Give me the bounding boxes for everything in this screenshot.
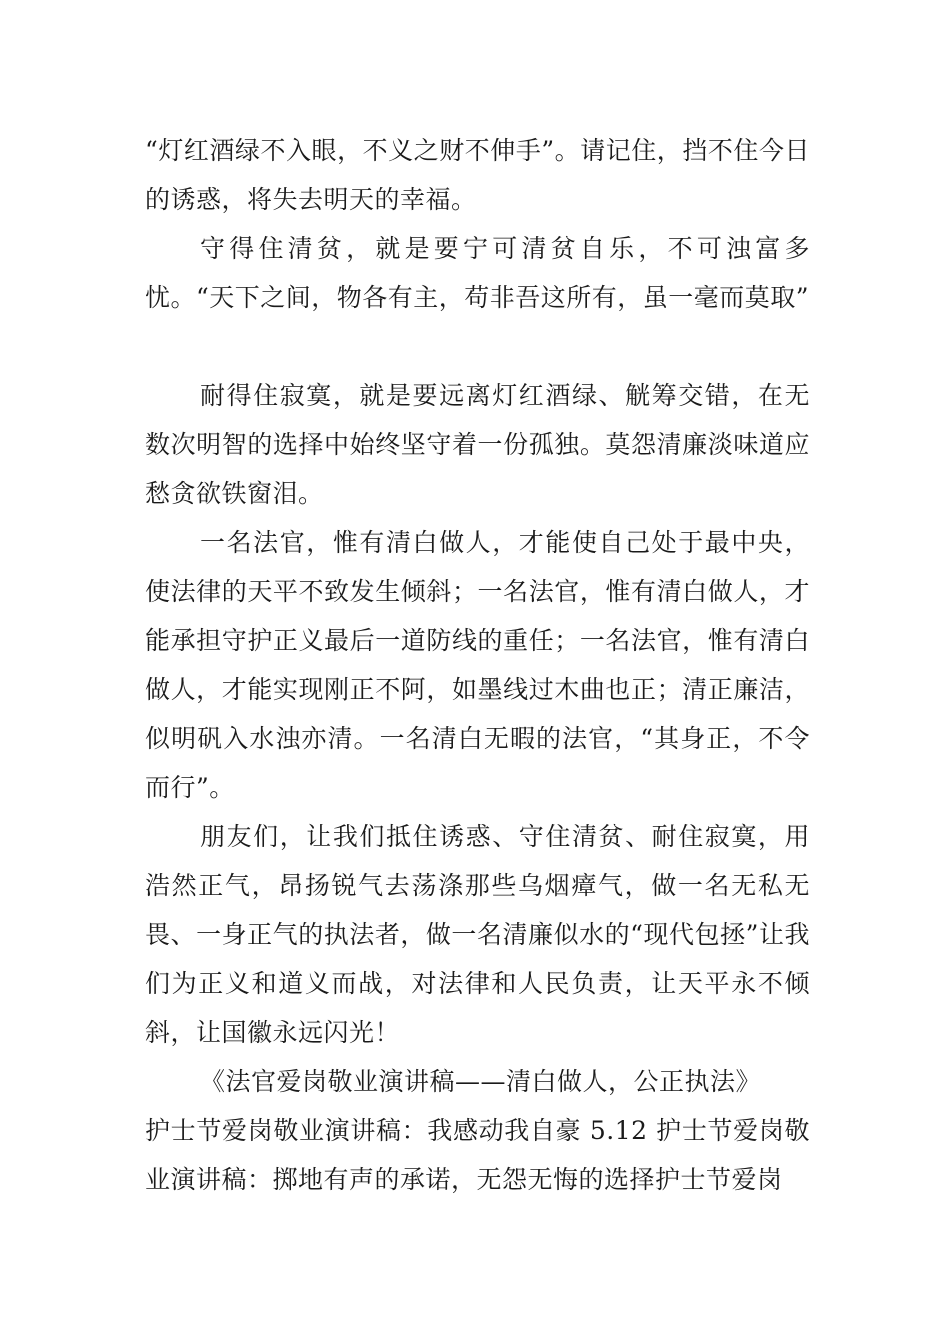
paragraph-loneliness: 耐得住寂寞，就是要远离灯红酒绿、觥筹交错，在无数次明智的选择中始终坚守着一份孤独。莫怨清廉淡味道应愁贪欲铁窗泪。 xyxy=(145,381,810,508)
paragraph-temptation-quote: “灯红酒绿不入眼，不义之财不伸手”。请记住，挡不住今日的诱惑，将失去明天的幸福。 xyxy=(145,136,810,214)
document-title-line: 《法官爱岗敬业演讲稿——清白做人，公正执法》 xyxy=(200,1067,762,1096)
paragraph-related-articles: 护士节爱岗敬业演讲稿：我感动我自豪 5.12 护士节爱岗敬业演讲稿：掷地有声的承诺，无怨无悔的选择护士节爱岗 xyxy=(145,1116,810,1194)
paragraph-call-to-action: 朋友们，让我们抵住诱惑、守住清贫、耐住寂寞，用浩然正气，昂扬锐气去荡涤那些乌烟瘴气，做一名无私无畏、一身正气的执法者，做一名清廉似水的“现代包拯”让我们为正义和道义而战，对法律和人民负责，让天平永不倾斜，让国徽永远闪光！ xyxy=(145,822,810,1047)
paragraph-judge-integrity: 一名法官，惟有清白做人，才能使自己处于最中央，使法律的天平不致发生倾斜；一名法官，惟有清白做人，才能承担守护正义最后一道防线的重任；一名法官，惟有清白做人，才能实现刚正不阿，如墨线过木曲也正；清正廉洁，似明矾入水浊亦清。一名清白无暇的法官，“其身正，不令而行”。 xyxy=(145,528,810,802)
paragraph-poverty: 守得住清贫，就是要宁可清贫自乐，不可浊富多忧。“天下之间，物各有主，苟非吾这所有，虽一毫而莫取” xyxy=(145,234,810,312)
paragraph-spacer xyxy=(145,322,810,371)
document-body xyxy=(145,126,810,1204)
